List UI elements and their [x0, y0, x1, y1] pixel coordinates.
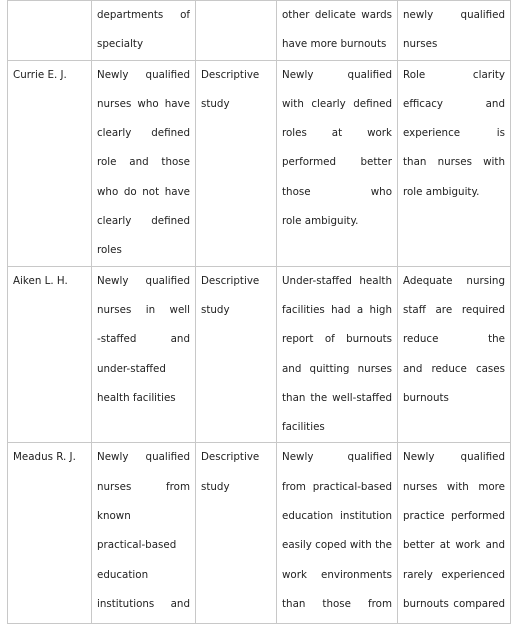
conclusion-line: staff are required [403, 303, 505, 316]
sample-line: specialty [97, 38, 144, 51]
conclusion-line: efficacy and [403, 97, 505, 110]
author-cell [8, 1, 92, 61]
author-name: Currie E. J. [13, 68, 67, 81]
sample-line: -staffed and [97, 333, 190, 346]
conclusion-line: nurses [403, 38, 438, 51]
sample-line: Newly qualified [97, 274, 190, 287]
design-line: study [201, 480, 230, 493]
findings-line: with clearly defined [282, 97, 392, 110]
findings-line: than those from [282, 597, 392, 610]
conclusion-line: Adequate nursing [403, 274, 505, 287]
conclusion-line: role ambiguity. [403, 185, 480, 198]
conclusion-cell [398, 266, 511, 443]
sample-line: health facilities [97, 391, 176, 404]
findings-line: easily coped with the [282, 539, 392, 552]
conclusion-line: Newly qualified [403, 451, 505, 464]
findings-line: Under-staffed health [282, 274, 392, 287]
findings-cell [277, 443, 398, 624]
findings-line: report of burnouts [282, 333, 392, 346]
sample-cell [92, 443, 196, 624]
design-line: Descriptive [201, 274, 260, 287]
findings-line: than the well-staffed [282, 391, 392, 404]
findings-line: facilities had a high [282, 303, 392, 316]
conclusion-cell [398, 443, 511, 624]
design-cell [196, 266, 277, 443]
findings-line: facilities [282, 421, 325, 434]
sample-cell [92, 60, 196, 266]
sample-line: nurses who have [97, 97, 190, 110]
sample-line: education [97, 568, 149, 581]
table-row [8, 443, 511, 624]
author-name: Aiken L. H. [13, 274, 68, 287]
findings-line: Newly qualified [282, 451, 392, 464]
conclusion-line: nurses with more [403, 480, 505, 493]
sample-line: who do not have [97, 185, 190, 198]
findings-line: those who [282, 185, 392, 198]
sample-line: clearly defined [97, 127, 190, 140]
design-line: study [201, 303, 230, 316]
findings-line: have more burnouts [282, 38, 387, 51]
sample-line: clearly defined [97, 215, 190, 228]
table-body [8, 1, 511, 624]
table-row [8, 1, 511, 61]
conclusion-line: better at work and [403, 539, 505, 552]
findings-line: education institution [282, 510, 392, 523]
conclusion-line: burnouts [403, 391, 449, 404]
sample-cell [92, 1, 196, 61]
conclusion-line: Role clarity [403, 68, 505, 81]
sample-line: institutions and [97, 597, 190, 610]
conclusion-line: rarely experienced [403, 568, 505, 581]
table-row [8, 60, 511, 266]
findings-cell [277, 1, 398, 61]
design-line: Descriptive [201, 451, 260, 464]
conclusion-line: reduce the [403, 333, 505, 346]
sample-line: roles [97, 244, 122, 257]
findings-line: from practical-based [282, 480, 392, 493]
design-cell [196, 60, 277, 266]
conclusion-line: burnouts compared [403, 597, 505, 610]
author-cell [8, 443, 92, 624]
author-name [13, 1, 86, 30]
design-line: Descriptive [201, 68, 260, 81]
conclusion-line: and reduce cases [403, 362, 505, 375]
sample-line: Newly qualified [97, 68, 190, 81]
findings-line: roles at work [282, 127, 392, 140]
sample-cell [92, 266, 196, 443]
sample-line: role and those [97, 156, 190, 169]
sample-line: practical-based [97, 539, 177, 552]
design-line: study [201, 97, 230, 110]
author-name: Meadus R. J. [13, 451, 76, 464]
conclusion-line: practice performed [403, 510, 505, 523]
sample-line: nurses in well [97, 303, 190, 316]
sample-line: Newly qualified [97, 451, 190, 464]
findings-line: other delicate wards [282, 9, 392, 21]
conclusion-line: experience is [403, 127, 505, 140]
author-cell [8, 60, 92, 266]
conclusion-cell [398, 60, 511, 266]
sample-line: nurses from [97, 480, 190, 493]
sample-line: departments of [97, 9, 190, 21]
findings-line: role ambiguity. [282, 215, 359, 228]
sample-line: known [97, 510, 131, 523]
literature-review-table [7, 0, 511, 624]
findings-line: performed better [282, 156, 392, 169]
design-cell [196, 1, 277, 61]
findings-cell [277, 60, 398, 266]
design-cell [196, 443, 277, 624]
sample-line: under-staffed [97, 362, 166, 375]
author-cell [8, 266, 92, 443]
findings-line: work environments [282, 568, 392, 581]
conclusion-cell [398, 1, 511, 61]
findings-cell [277, 266, 398, 443]
conclusion-line: newly qualified [403, 9, 505, 21]
findings-line: Newly qualified [282, 68, 392, 81]
findings-line: and quitting nurses [282, 362, 392, 375]
conclusion-line: than nurses with [403, 156, 505, 169]
table-row [8, 266, 511, 443]
